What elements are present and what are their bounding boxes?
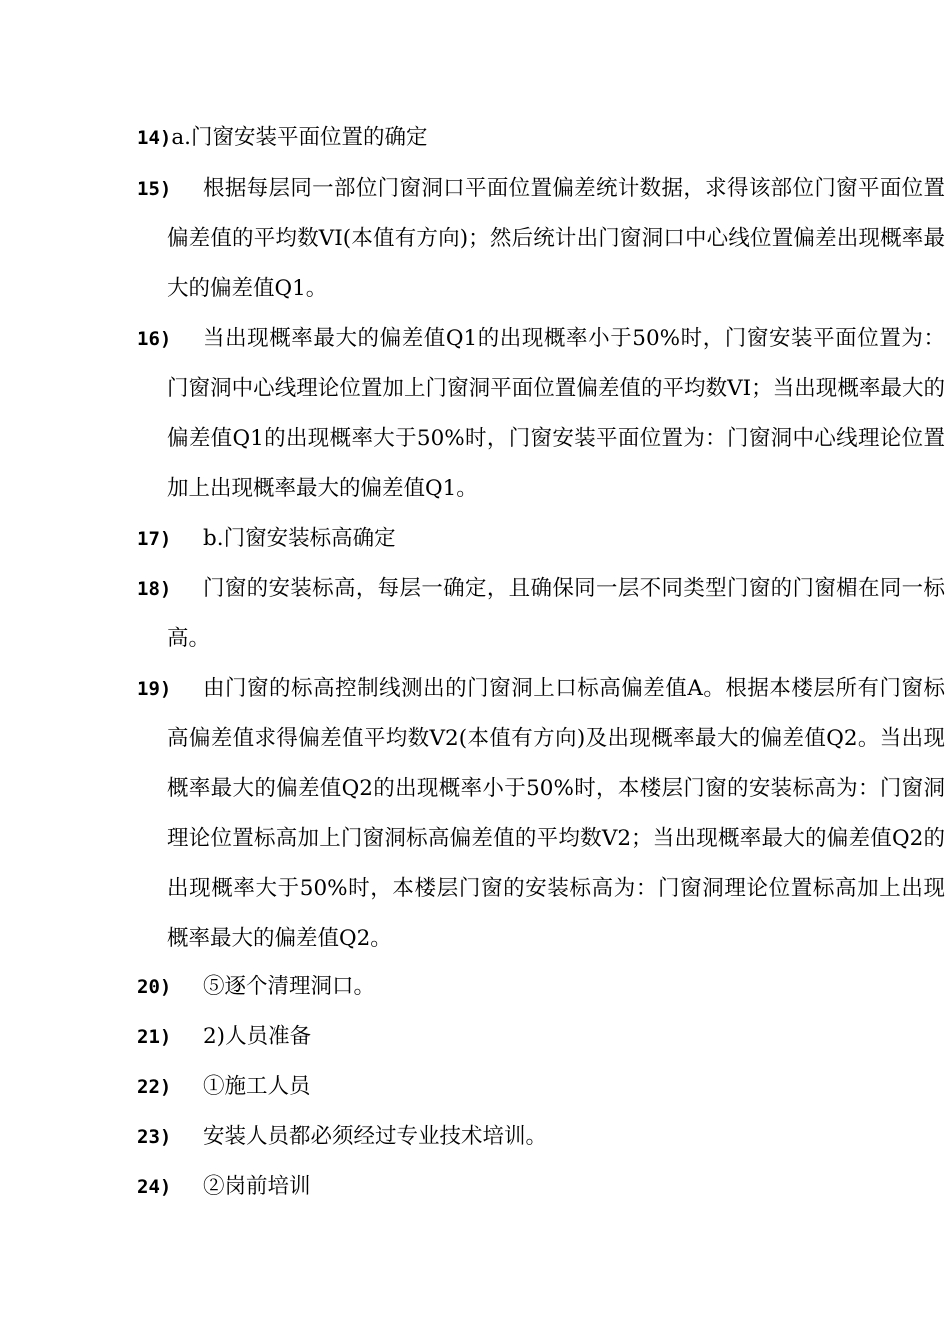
item-text: a.门窗安装平面位置的确定 <box>171 125 428 150</box>
item-number: 24) <box>137 1176 172 1198</box>
item-text: ⑤逐个清理洞口。 <box>203 974 376 999</box>
item-number: 17) <box>137 528 172 550</box>
item-text: 当出现概率最大的偏差值Q1的出现概率小于50%时，门窗安装平面位置为：门窗洞中心线理论位置加上门窗洞平面位置偏差值的平均数VI；当出现概率最大的偏差值Q1的出现概率大于50%时，门窗安装平面位置为：门窗洞中心线理论位置加上出现概率最大的偏差值Q1。 <box>167 326 945 501</box>
item-number: 15) <box>137 178 172 200</box>
item-number: 16) <box>137 328 172 350</box>
item-number: 20) <box>137 976 172 998</box>
item-text: 2)人员准备 <box>203 1024 312 1049</box>
item-number: 18) <box>137 578 172 600</box>
item-text: b.门窗安装标高确定 <box>203 526 396 551</box>
item-text: 由门窗的标高控制线测出的门窗洞上口标高偏差值A。根据本楼层所有门窗标高偏差值求得偏差值平均数V2(本值有方向)及出现概率最大的偏差值Q2。当出现概率最大的偏差值Q2的出现概率小于50%时，本楼层门窗的安装标高为：门窗洞理论位置标高加上门窗洞标高偏差值的平均数V2；当出现概率最大的偏差值Q2的出现概率大于50%时，本楼层门窗的安装标高为：门窗洞理论位置标高加上出现概率最大的偏差值Q2。 <box>167 676 945 951</box>
item-text: 安装人员都必须经过专业技术培训。 <box>203 1124 548 1149</box>
item-text: 门窗的安装标高，每层一确定，且确保同一层不同类型门窗的门窗楣在同一标高。 <box>167 576 945 651</box>
item-text: ②岗前培训 <box>203 1174 311 1199</box>
list-item <box>137 113 945 163</box>
item-number: 21) <box>137 1026 172 1048</box>
item-text: ①施工人员 <box>203 1074 311 1099</box>
item-number: 23) <box>137 1126 172 1148</box>
item-number: 19) <box>137 678 172 700</box>
item-number: 22) <box>137 1076 172 1098</box>
item-text: 根据每层同一部位门窗洞口平面位置偏差统计数据，求得该部位门窗平面位置偏差值的平均数VI(本值有方向)；然后统计出门窗洞口中心线位置偏差出现概率最大的偏差值Q1。 <box>167 176 945 301</box>
item-number: 14) <box>137 127 172 149</box>
